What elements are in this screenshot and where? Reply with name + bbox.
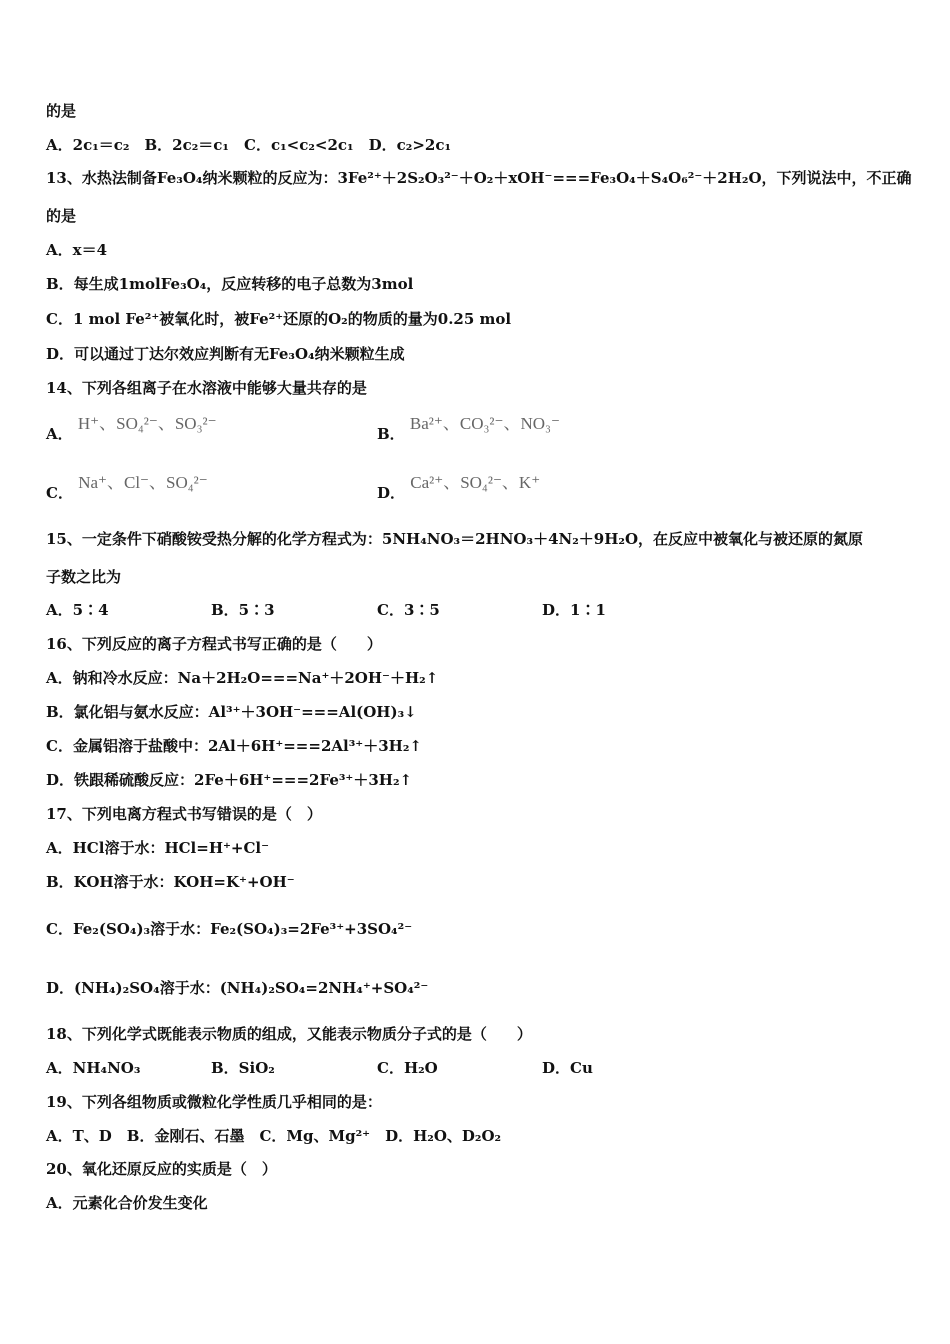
q19-options: A．T、D B．金刚石、石墨 C．Mg、Mg²⁺ D．H₂O、D₂O₂ — [46, 1127, 502, 1145]
q15-option-b: B．5∶3 — [211, 601, 275, 619]
q18-option-b: B．SiO₂ — [211, 1059, 275, 1077]
q16-option-d: D．铁跟稀硫酸反应：2Fe＋6H⁺===2Fe³⁺＋3H₂↑ — [46, 771, 413, 789]
q18-option-a: A．NH₄NO₃ — [46, 1059, 141, 1077]
text-line: 的是 — [46, 102, 77, 120]
option-label: B． — [377, 425, 405, 443]
q14-option-d — [377, 473, 541, 503]
question-20: 20、氧化还原反应的实质是（ ） — [46, 1160, 277, 1178]
q15-option-c: C．3∶5 — [377, 601, 440, 619]
q15-option-a: A．5∶4 — [46, 601, 109, 619]
q14-option-c — [46, 473, 208, 503]
question-13: 13、水热法制备Fe₃O₄纳米颗粒的反应为：3Fe²⁺＋2S₂O₃²⁻＋O₂＋xOH⁻===Fe₃O₄＋S₄O₆²⁻＋2H₂O，下列说法中，不正确 — [46, 169, 912, 187]
question-19: 19、下列各组物质或微粒化学性质几乎相同的是： — [46, 1093, 382, 1111]
q18-option-d: D．Cu — [542, 1059, 593, 1077]
option-ions: Ba²⁺、CO₃²⁻、NO₃⁻ — [409, 414, 560, 433]
q18-option-c: C．H₂O — [377, 1059, 438, 1077]
option-ions: H⁺、SO₄²⁻、SO₃²⁻ — [77, 414, 217, 433]
question-14: 14、下列各组离子在水溶液中能够大量共存的是 — [46, 379, 367, 397]
question-18: 18、下列化学式既能表示物质的组成，又能表示物质分子式的是（ ） — [46, 1025, 532, 1043]
q14-option-a — [46, 414, 217, 444]
question-16: 16、下列反应的离子方程式书写正确的是（ ） — [46, 635, 382, 653]
q13-option-d: D．可以通过丁达尔效应判断有无Fe₃O₄纳米颗粒生成 — [46, 345, 405, 363]
q16-option-a: A．钠和冷水反应：Na＋2H₂O===Na⁺＋2OH⁻＋H₂↑ — [46, 669, 439, 687]
q17-option-d: D．(NH₄)₂SO₄溶于水：(NH₄)₂SO₄=2NH₄⁺+SO₄²⁻ — [46, 979, 429, 997]
q16-option-b: B．氯化铝与氨水反应：Al³⁺＋3OH⁻===Al(OH)₃↓ — [46, 703, 417, 721]
q13-option-b: B．每生成1molFe₃O₄，反应转移的电子总数为3mol — [46, 275, 414, 293]
option-label: D． — [377, 484, 406, 502]
q16-option-c: C．金属铝溶于盐酸中：2Al＋6H⁺===2Al³⁺＋3H₂↑ — [46, 737, 422, 755]
q13-option-a: A．x＝4 — [46, 241, 108, 259]
question-17: 17、下列电离方程式书写错误的是（ ） — [46, 805, 322, 823]
q20-option-a: A．元素化合价发生变化 — [46, 1194, 208, 1212]
text-line: 的是 — [46, 207, 77, 225]
text-line: 子数之比为 — [46, 568, 122, 586]
q17-option-c: C．Fe₂(SO₄)₃溶于水：Fe₂(SO₄)₃=2Fe³⁺+3SO₄²⁻ — [46, 920, 413, 938]
q17-option-b: B．KOH溶于水：KOH=K⁺+OH⁻ — [46, 873, 295, 891]
option-ions: Na⁺、Cl⁻、SO₄²⁻ — [78, 473, 208, 492]
q14-option-b — [377, 414, 560, 444]
option-ions: Ca²⁺、SO₄²⁻、K⁺ — [410, 473, 541, 492]
q17-option-a: A．HCl溶于水：HCl=H⁺+Cl⁻ — [46, 839, 270, 857]
question-15: 15、一定条件下硝酸铵受热分解的化学方程式为：5NH₄NO₃＝2HNO₃＋4N₂＋9H₂O，在反应中被氧化与被还原的氮原 — [46, 530, 864, 548]
option-label: C． — [46, 484, 73, 502]
q15-option-d: D．1∶1 — [542, 601, 606, 619]
option-label: A． — [46, 425, 73, 443]
q12-options: A．2c₁＝c₂ B．2c₂＝c₁ C．c₁<c₂<2c₁ D．c₂>2c₁ — [46, 136, 452, 154]
q13-option-c: C．1 mol Fe²⁺被氧化时，被Fe²⁺还原的O₂的物质的量为0.25 mol — [46, 310, 512, 328]
